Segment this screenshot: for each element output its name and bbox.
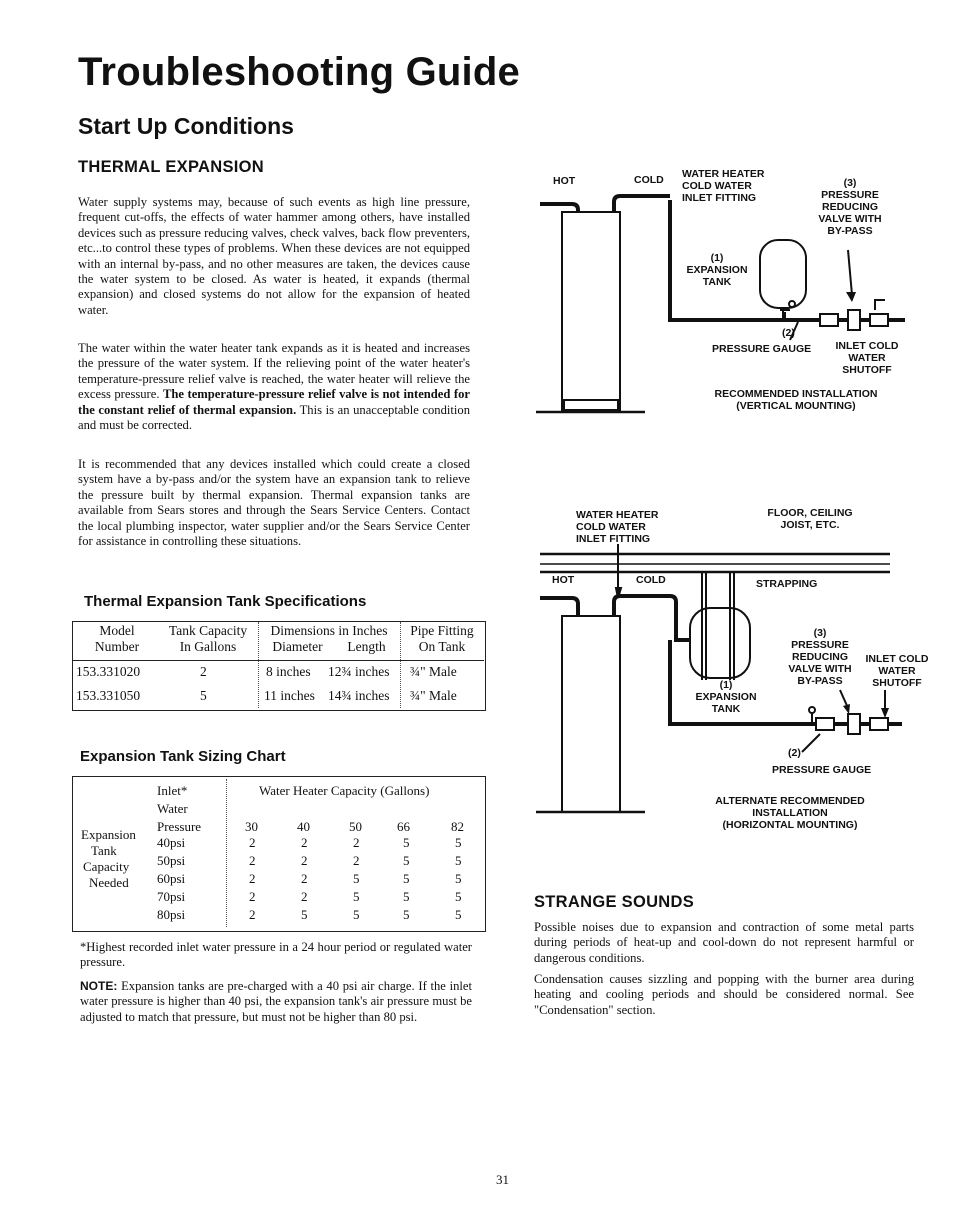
- d1-caption-1: RECOMMENDED INSTALLATION: [714, 388, 878, 400]
- value-cell: 2: [353, 853, 360, 868]
- sizing-footnote: *Highest recorded inlet water pressure in a 24 hour period or regulated water pressure.: [80, 940, 472, 970]
- inlet-label-2: Water: [157, 801, 188, 816]
- spec-cell-diameter: 8 inches: [266, 664, 311, 679]
- d2-caption-1: ALTERNATE RECOMMENDED: [715, 795, 865, 807]
- value-cell: 5: [403, 835, 410, 850]
- page-subtitle: Start Up Conditions: [78, 113, 294, 139]
- value-cell: 5: [403, 907, 410, 922]
- spec-cell-length: 14¾ inches: [328, 688, 390, 703]
- spec-cell-pipe: ¾" Male: [410, 688, 457, 703]
- d2-prv-5: BY-PASS: [797, 675, 843, 687]
- spec-table-divider: [72, 660, 484, 661]
- spec-cell-model: 153.331020: [76, 664, 141, 679]
- value-cell: 2: [249, 889, 256, 904]
- spec-cell-pipe: ¾" Male: [410, 664, 457, 679]
- spec-header-model-1: Model: [99, 623, 135, 638]
- capacity-col-40: 40: [297, 819, 310, 834]
- d2-floor-1: FLOOR, CEILING: [767, 507, 853, 519]
- sizing-chart-sep: [226, 779, 227, 927]
- value-cell: 5: [455, 889, 462, 904]
- thermal-paragraph-3: It is recommended that any devices installed which could create a closed system have a by-pass and/or the system have an expansion tank to relieve the pressure built by thermal expansion. Thermal expansion tanks are available from Sears stores and through the Sears Service Centers. Contact the local plumbing inspector, water supplier and/or the Sears Service Center for assistance in controlling these situations.: [78, 457, 470, 549]
- sizing-chart-heading: Expansion Tank Sizing Chart: [80, 748, 286, 765]
- thermal-paragraph-2-bold: The temperature-pressure relief valve is not intended for the constant relief of thermal expansion.: [78, 387, 470, 417]
- d2-floor-2: JOIST, ETC.: [780, 519, 840, 531]
- value-cell: 5: [455, 907, 462, 922]
- side-label-3: Capacity: [83, 859, 130, 874]
- d1-inlet-fitting-label: [682, 168, 764, 204]
- pressure-cell: 80psi: [157, 907, 186, 922]
- d1-gauge-number: (2): [782, 327, 795, 339]
- d1-gauge-label: PRESSURE GAUGE: [712, 343, 812, 355]
- value-cell: 5: [353, 871, 360, 886]
- d1-inlet-fitting-2: COLD WATER: [682, 180, 752, 192]
- d2-tank-3: TANK: [711, 703, 741, 715]
- strange-sounds-heading: STRANGE SOUNDS: [534, 893, 695, 911]
- d1-shutoff-3: SHUTOFF: [842, 364, 892, 376]
- d2-caption: [700, 795, 880, 831]
- note-label: NOTE:: [80, 979, 118, 993]
- spec-header-dimensions-sub: [260, 639, 398, 655]
- d2-tank-2: EXPANSION: [695, 691, 757, 703]
- value-cell: 2: [301, 853, 308, 868]
- value-cell: 5: [455, 835, 462, 850]
- value-cell: 2: [249, 871, 256, 886]
- d1-prv-3: REDUCING: [821, 201, 878, 213]
- spec-table-heading: Thermal Expansion Tank Specifications: [84, 593, 367, 610]
- strange-paragraph-1: Possible noises due to expansion and contraction of some metal parts during periods of heat-up and cool-down do not represent harmful or dangerous conditions.: [534, 920, 914, 965]
- side-label-1: Expansion: [81, 827, 136, 842]
- page-number: 31: [496, 1172, 509, 1187]
- spec-header-pipe-2: On Tank: [418, 639, 466, 654]
- spec-cell-capacity: 5: [200, 688, 207, 703]
- d1-prv-label: [812, 177, 888, 237]
- value-cell: 2: [301, 871, 308, 886]
- spec-header-capacity: [160, 623, 256, 655]
- d2-gauge-label: PRESSURE GAUGE: [772, 764, 872, 776]
- d2-shutoff-label: [860, 653, 934, 689]
- d1-caption-2: (VERTICAL MOUNTING): [736, 400, 856, 412]
- value-cell: 2: [249, 907, 256, 922]
- spec-header-capacity-1: Tank Capacity: [168, 623, 248, 638]
- value-cell: 5: [403, 853, 410, 868]
- d1-shutoff-1: INLET COLD: [835, 340, 899, 352]
- spec-cell-model: 153.331050: [76, 688, 141, 703]
- d1-hot-label: HOT: [553, 175, 576, 187]
- d2-tank-label: [690, 679, 762, 715]
- d1-tank-2: EXPANSION: [686, 264, 748, 276]
- note-text: Expansion tanks are pre-charged with a 40 psi air charge. If the inlet water pressure is higher than 40 psi, the expansion tank's air pressure must be adjusted to match that pressure, but must not be higher than 80 psi.: [80, 979, 472, 1024]
- d1-shutoff-label: [830, 340, 904, 376]
- d1-tank-3: TANK: [702, 276, 732, 288]
- inlet-label-1: Inlet*: [157, 783, 188, 798]
- thermal-expansion-heading: THERMAL EXPANSION: [78, 158, 265, 176]
- value-cell: 2: [249, 853, 256, 868]
- spec-header-model-2: Number: [94, 639, 140, 654]
- spec-header-length: Length: [347, 639, 386, 654]
- d1-prv-5: BY-PASS: [827, 225, 873, 237]
- strange-paragraph-2: Condensation causes sizzling and popping with the burner area during heating and cooling periods and should be considered normal. See "Condensation" section.: [534, 972, 914, 1017]
- value-cell: 5: [353, 889, 360, 904]
- value-cell: 5: [301, 907, 308, 922]
- thermal-paragraph-2: [78, 341, 470, 433]
- d1-tank-1: (1): [710, 252, 724, 264]
- value-cell: 5: [455, 853, 462, 868]
- d2-cold-label: COLD: [636, 574, 666, 586]
- value-cell: 2: [301, 835, 308, 850]
- d2-shutoff-2: WATER: [878, 665, 916, 677]
- capacity-col-50: 50: [349, 819, 362, 834]
- value-cell: 5: [353, 907, 360, 922]
- d2-floor-label: [762, 507, 858, 531]
- value-cell: 5: [403, 871, 410, 886]
- d2-inlet-fitting-3: INLET FITTING: [576, 533, 651, 545]
- d2-caption-3: (HORIZONTAL MOUNTING): [722, 819, 858, 831]
- d1-prv-4: VALVE WITH: [818, 213, 882, 225]
- spec-header-model: [72, 623, 162, 655]
- side-label-4: Needed: [89, 875, 129, 890]
- d1-caption: [706, 388, 886, 412]
- spec-header-capacity-2: In Gallons: [179, 639, 237, 654]
- spec-header-dimensions: [260, 623, 398, 655]
- d1-shutoff-2: WATER: [848, 352, 886, 364]
- spec-header-diameter: Diameter: [272, 639, 323, 654]
- d2-tank-1: (1): [719, 679, 733, 691]
- value-cell: 5: [455, 871, 462, 886]
- spec-header-pipe-1: Pipe Fitting: [410, 623, 474, 638]
- side-label-2: Tank: [91, 843, 117, 858]
- capacity-header: Water Heater Capacity (Gallons): [259, 783, 430, 798]
- capacity-col-30: 30: [245, 819, 258, 834]
- capacity-col-66: 66: [397, 819, 410, 834]
- d1-prv-1: (3): [843, 177, 857, 189]
- spec-cell-capacity: 2: [200, 664, 207, 679]
- d2-prv-1: (3): [813, 627, 827, 639]
- d2-shutoff-1: INLET COLD: [865, 653, 929, 665]
- pressure-cell: 50psi: [157, 853, 186, 868]
- spec-header-pipe: [400, 623, 484, 655]
- pressure-cell: 70psi: [157, 889, 186, 904]
- sizing-note: [80, 979, 472, 1025]
- value-cell: 2: [353, 835, 360, 850]
- d2-inlet-fitting-2: COLD WATER: [576, 521, 646, 533]
- pressure-cell: 60psi: [157, 871, 186, 886]
- sizing-chart-frame: [72, 776, 486, 932]
- d2-prv-label: [784, 627, 856, 687]
- page-title: Troubleshooting Guide: [78, 50, 520, 94]
- d2-gauge-number: (2): [788, 747, 801, 759]
- d1-prv-2: PRESSURE: [821, 189, 879, 201]
- pressure-cell: 40psi: [157, 835, 186, 850]
- d2-hot-label: HOT: [552, 574, 575, 586]
- spec-cell-diameter: 11 inches: [264, 688, 315, 703]
- spec-header-dimensions-1: Dimensions in Inches: [270, 623, 388, 638]
- d2-strapping-label: STRAPPING: [756, 578, 818, 590]
- spec-table-sep-1: [258, 622, 259, 708]
- value-cell: 5: [403, 889, 410, 904]
- d2-prv-2: PRESSURE: [791, 639, 849, 651]
- d2-caption-2: INSTALLATION: [752, 807, 828, 819]
- capacity-col-82: 82: [451, 819, 464, 834]
- d1-inlet-fitting-3: INLET FITTING: [682, 192, 757, 204]
- thermal-paragraph-1: Water supply systems may, because of such events as high line pressure, frequent cut-offs, the effects of water hammer among others, have installed devices such as pressure reducing valves, check valves, back flow preventers, etc...to control these types of problems. When these devices are not equipped with an internal by-pass, and no other measures are taken, the devices cause the water system to be closed. As water is heated, it expands (thermal expansion) and closed systems do not allow for the expansion of heated water.: [78, 195, 470, 317]
- inlet-label-3: Pressure: [157, 819, 202, 834]
- d2-shutoff-3: SHUTOFF: [872, 677, 922, 689]
- d2-prv-3: REDUCING: [791, 651, 848, 663]
- d2-prv-4: VALVE WITH: [788, 663, 852, 675]
- value-cell: 2: [249, 835, 256, 850]
- d1-inlet-fitting-1: WATER HEATER: [682, 168, 765, 180]
- d1-tank-label: [682, 252, 752, 288]
- value-cell: 2: [301, 889, 308, 904]
- spec-cell-length: 12¾ inches: [328, 664, 390, 679]
- d2-inlet-fitting-1: WATER HEATER: [576, 509, 659, 521]
- thermal-paragraph-2-text: The water within the water heater tank expands as it is heated and increases the pressure of the water system. If the relieving point of the water heater's temperature-pressure relief valve is reached, the water heater will relieve the excess pressure.: [78, 341, 470, 402]
- thermal-paragraph-2-end: This is an unacceptable condition and must be corrected.: [78, 402, 470, 433]
- d1-cold-label: COLD: [634, 174, 664, 186]
